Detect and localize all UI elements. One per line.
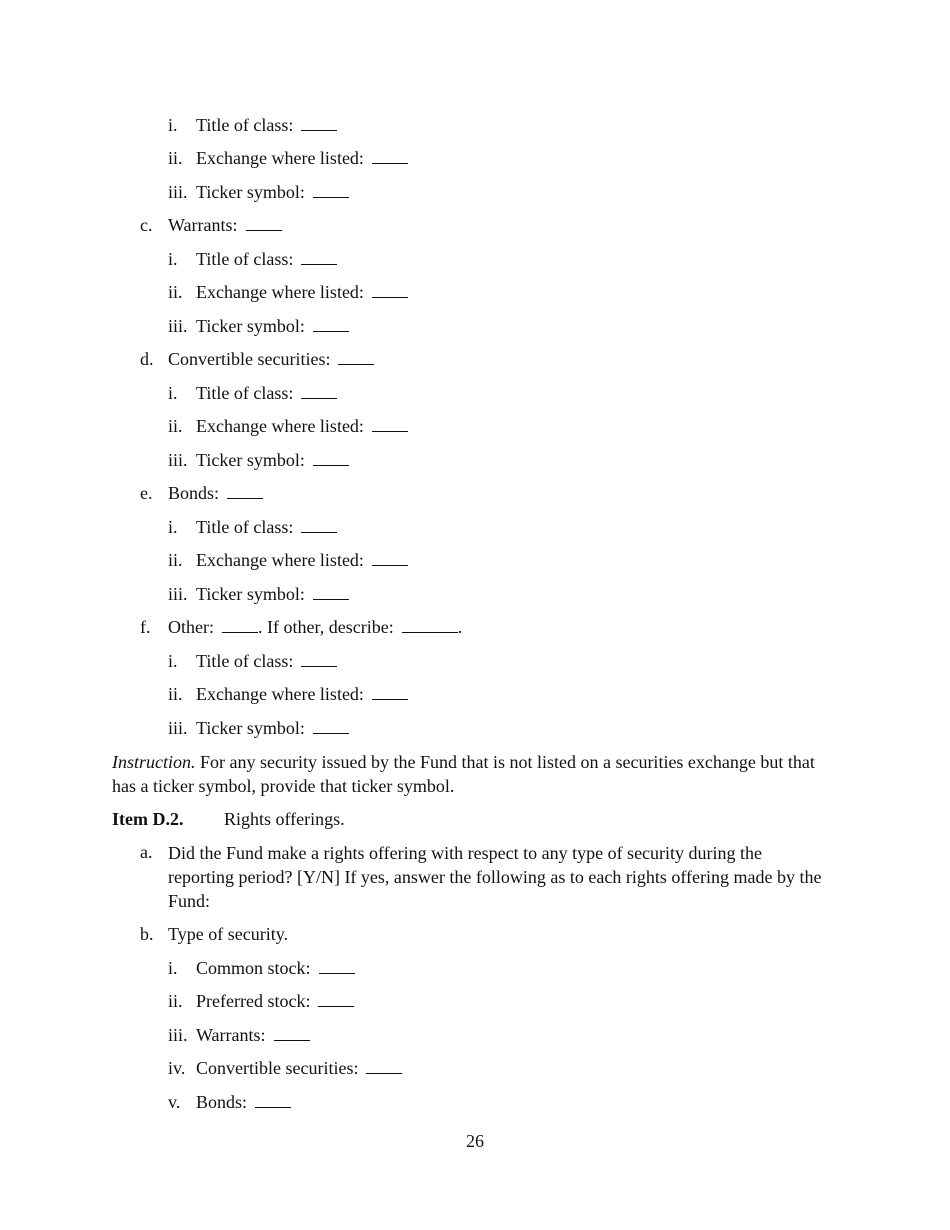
blank-line	[301, 382, 337, 399]
item-label: Title of class:	[196, 517, 294, 537]
rights-offering-question: Did the Fund make a rights offering with respect to any type of security during the reporting period? [Y/N] If yes, answer the following as to each rights offering made by the Fund:	[168, 843, 822, 911]
blank-line	[301, 516, 337, 533]
item-label: Exchange where listed:	[196, 282, 364, 302]
item-letter: c.	[140, 215, 153, 235]
item-label: Convertible securities:	[196, 1058, 359, 1078]
item-label-describe: . If other, describe:	[257, 617, 394, 637]
item-label: Ticker symbol:	[196, 182, 305, 202]
item-number: ii.	[168, 416, 183, 436]
item-label-end: .	[457, 617, 463, 637]
item-letter: d.	[140, 349, 154, 369]
item-number: iii.	[168, 316, 188, 336]
item-label: Title of class:	[196, 249, 294, 269]
item-label: Title of class:	[196, 383, 294, 403]
item-number: iii.	[168, 718, 188, 738]
blank-line	[313, 717, 349, 734]
item-label: Convertible securities:	[168, 349, 331, 369]
item-label: Bonds:	[196, 1092, 248, 1112]
blank-line-long	[402, 616, 458, 633]
item-number: ii.	[168, 148, 183, 168]
item-label: Title of class:	[196, 115, 294, 135]
item-number: ii.	[168, 550, 183, 570]
blank-line	[372, 415, 408, 432]
instruction-paragraph	[112, 750, 822, 798]
item-label: Preferred stock:	[196, 991, 311, 1011]
item-number: iii.	[168, 182, 188, 202]
item-heading-title: Rights offerings.	[224, 809, 345, 829]
blank-line	[246, 214, 282, 231]
item-number: i.	[168, 651, 178, 671]
item-number: i.	[168, 115, 178, 135]
item-label: Exchange where listed:	[196, 550, 364, 570]
item-label: Warrants:	[196, 1025, 266, 1045]
item-number: i.	[168, 249, 178, 269]
item-label: Bonds:	[168, 483, 220, 503]
item-label: Exchange where listed:	[196, 416, 364, 436]
item-number: iii.	[168, 1025, 188, 1045]
instruction-text: For any security issued by the Fund that is not listed on a securities exchange but that has a ticker symbol, provide that ticker symbol.	[112, 752, 815, 796]
item-number: i.	[168, 958, 178, 978]
blank-line	[313, 181, 349, 198]
blank-line	[301, 650, 337, 667]
blank-line	[274, 1024, 310, 1041]
blank-line	[319, 957, 355, 974]
item-number: iv.	[168, 1058, 186, 1078]
item-number: iii.	[168, 450, 188, 470]
item-number: iii.	[168, 584, 188, 604]
item-letter: e.	[140, 483, 153, 503]
item-heading-number: Item D.2.	[112, 809, 184, 829]
item-letter: a.	[140, 842, 153, 862]
blank-line	[301, 248, 337, 265]
blank-line	[372, 281, 408, 298]
blank-line	[338, 348, 374, 365]
item-number: i.	[168, 383, 178, 403]
blank-line	[255, 1091, 291, 1108]
item-number: v.	[168, 1092, 181, 1112]
blank-line	[222, 616, 258, 633]
item-label: Other:	[168, 617, 214, 637]
blank-line	[313, 449, 349, 466]
item-number: ii.	[168, 282, 183, 302]
item-number: i.	[168, 517, 178, 537]
blank-line	[372, 549, 408, 566]
blank-line	[301, 114, 337, 131]
blank-line	[366, 1057, 402, 1074]
item-label: Title of class:	[196, 651, 294, 671]
item-label: Warrants:	[168, 215, 238, 235]
blank-line	[372, 147, 408, 164]
item-number: ii.	[168, 991, 183, 1011]
blank-line	[313, 583, 349, 600]
item-letter: f.	[140, 617, 151, 637]
item-label: Exchange where listed:	[196, 148, 364, 168]
item-label: Ticker symbol:	[196, 584, 305, 604]
item-number: ii.	[168, 684, 183, 704]
item-label: Exchange where listed:	[196, 684, 364, 704]
blank-line	[313, 315, 349, 332]
item-label: Common stock:	[196, 958, 311, 978]
item-label: Ticker symbol:	[196, 718, 305, 738]
item-label: Type of security.	[168, 924, 289, 944]
page-number: 26	[466, 1131, 484, 1151]
item-label: Ticker symbol:	[196, 450, 305, 470]
blank-line	[227, 482, 263, 499]
item-label: Ticker symbol:	[196, 316, 305, 336]
instruction-label: Instruction.	[112, 752, 196, 772]
blank-line	[318, 990, 354, 1007]
blank-line	[372, 683, 408, 700]
item-letter: b.	[140, 924, 154, 944]
